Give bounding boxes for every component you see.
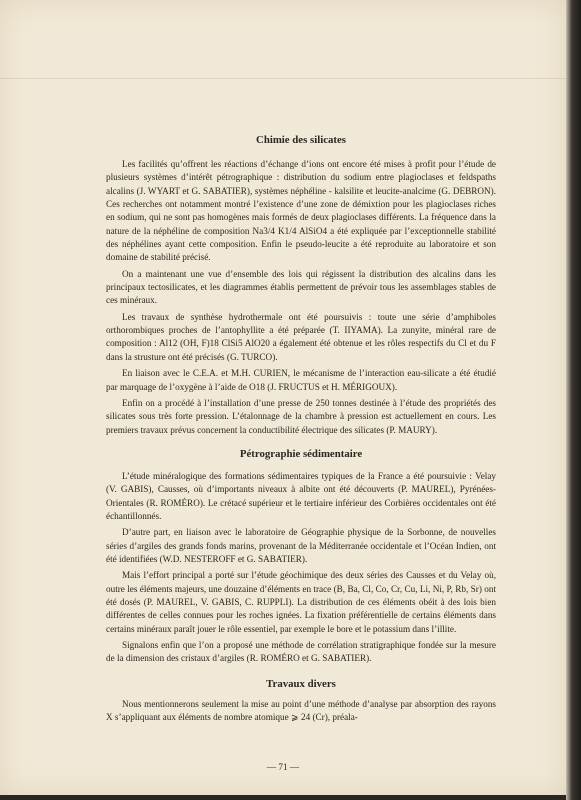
- paragraph: Les travaux de synthèse hydrothermale ont été poursuivis : toute une série d’amphiboles orthorombiques proches de l’antophyllite a été préparée (T. IIYAMA). La zunyite, minéral rare de composition : Al12 (OH, F)18 ClSi5 AlO20 a également été obtenue et les rôles respectifs du Cl et du F dans la strusture ont été précisés (G. TURCO).: [106, 311, 496, 362]
- section-title-travaux: Travaux divers: [266, 677, 336, 690]
- paragraph: D’autre part, en liaison avec le laboratoire de Géographie physique de la Sorbonne, de nouvelles séries d’argiles des grands fonds marins, provenant de la Méditerranée occidentale et l’Océan Indien, ont été identifiées (W.D. NESTEROFF et G. SABATIER).: [106, 527, 496, 564]
- page-fold-line: [0, 78, 566, 79]
- paragraph: On a maintenant une vue d’ensemble des lois qui régissent la distribution des alcalins dans les principaux tectosilicates, et les diagrammes établis permettent de prévoir tous les assemblages stables de ces minéraux.: [106, 268, 496, 306]
- paragraph: Signalons enfin que l’on a proposé une méthode de corrélation stratigraphique fondée sur la mesure de la dimension des cristaux d’argiles (R. ROMÉRO et G. SABATIER).: [106, 640, 496, 664]
- section-title-petrographie: Pétrographie sédimentaire: [239, 447, 363, 460]
- page-content: [106, 133, 496, 727]
- paragraph: Mais l’effort principal a porté sur l’étude géochimique des deux séries des Causses et du Velay où, outre les éléments majeurs, une douzaine d’éléments en trace (B, Ba, Cl, Co, Cr, Cu, Li, Ni, P, Rb, Sr) ont été dosés (P. MAUREL, V. GABIS, C. RUPPLI). La distribution de ces éléments obéit à des lois bien différentes de celles connues pour les roches ignées. La fixation préférentielle de certains éléments dans certains minéraux paraît jouer le rôle essentiel, par exemple le bore et le potassium dans l’illite.: [106, 570, 496, 634]
- section-title-chimie: Chimie des silicates: [256, 134, 346, 146]
- paragraph: Les facilités qu’offrent les réactions d’échange d’ions ont encore été mises à profit pour l’étude de plusieurs systèmes d’intérêt pétrographique : distribution du sodium entre plagioclases et feldspaths alcalins (J. WYART et G. SABATIER), systèmes néphéline - kalsilite et leucite-analcime (G. DEBRON). Ces recherches ont notamment montré l’existence d’une zone de démixtion pour les plagioclases riches en sodium, qui ne sont pas homogènes mais formés de deux plagioclases différents. La fréquence dans la nature de la néphéline de composition Na3/4 K1/4 AlSiO4 a été expliquée par l’exceptionnelle stabilité des néphélines ayant cette composition. Enfin le pseudo-leucite a été reproduite au laboratoire et son domaine de stabilité précisé.: [106, 159, 496, 263]
- background-edge: [566, 0, 581, 800]
- paragraph: Nous mentionnerons seulement la mise au point d’une méthode d’analyse par absorption des rayons X s’appliquant aux éléments de nombre atomique ⩾ 24 (Cr), préala-: [106, 698, 496, 723]
- paragraph: L’étude minéralogique des formations sédimentaires typiques de la France a été poursuivie : Velay (V. GABIS), Causses, où d’importants niveaux à albite ont été découverts (P. MAUREL), Pyrénées-Orientales (R. ROMÉRO). Le crétacé supérieur et le tertiaire inférieur des Corbières occidentales ont été échantillonnés.: [106, 470, 496, 521]
- paragraph: Enfin on a procédé à l’installation d’une presse de 250 tonnes destinée à l’étude des propriétés des silicates sous très forte pression. L’étalonnage de la chambre à pression est actuellement en cours. Les premiers travaux prévus concernent la conductibilité électrique des silicates (P. MAURY).: [106, 397, 496, 435]
- paragraph: En liaison avec le C.E.A. et M.H. CURIEN, le mécanisme de l’interaction eau-silicate a été étudié par marquage de l’oxygène à l’aide de O18 (J. FRUCTUS et H. MÉRIGOUX).: [106, 368, 496, 392]
- page-number: — 71 —: [266, 762, 300, 772]
